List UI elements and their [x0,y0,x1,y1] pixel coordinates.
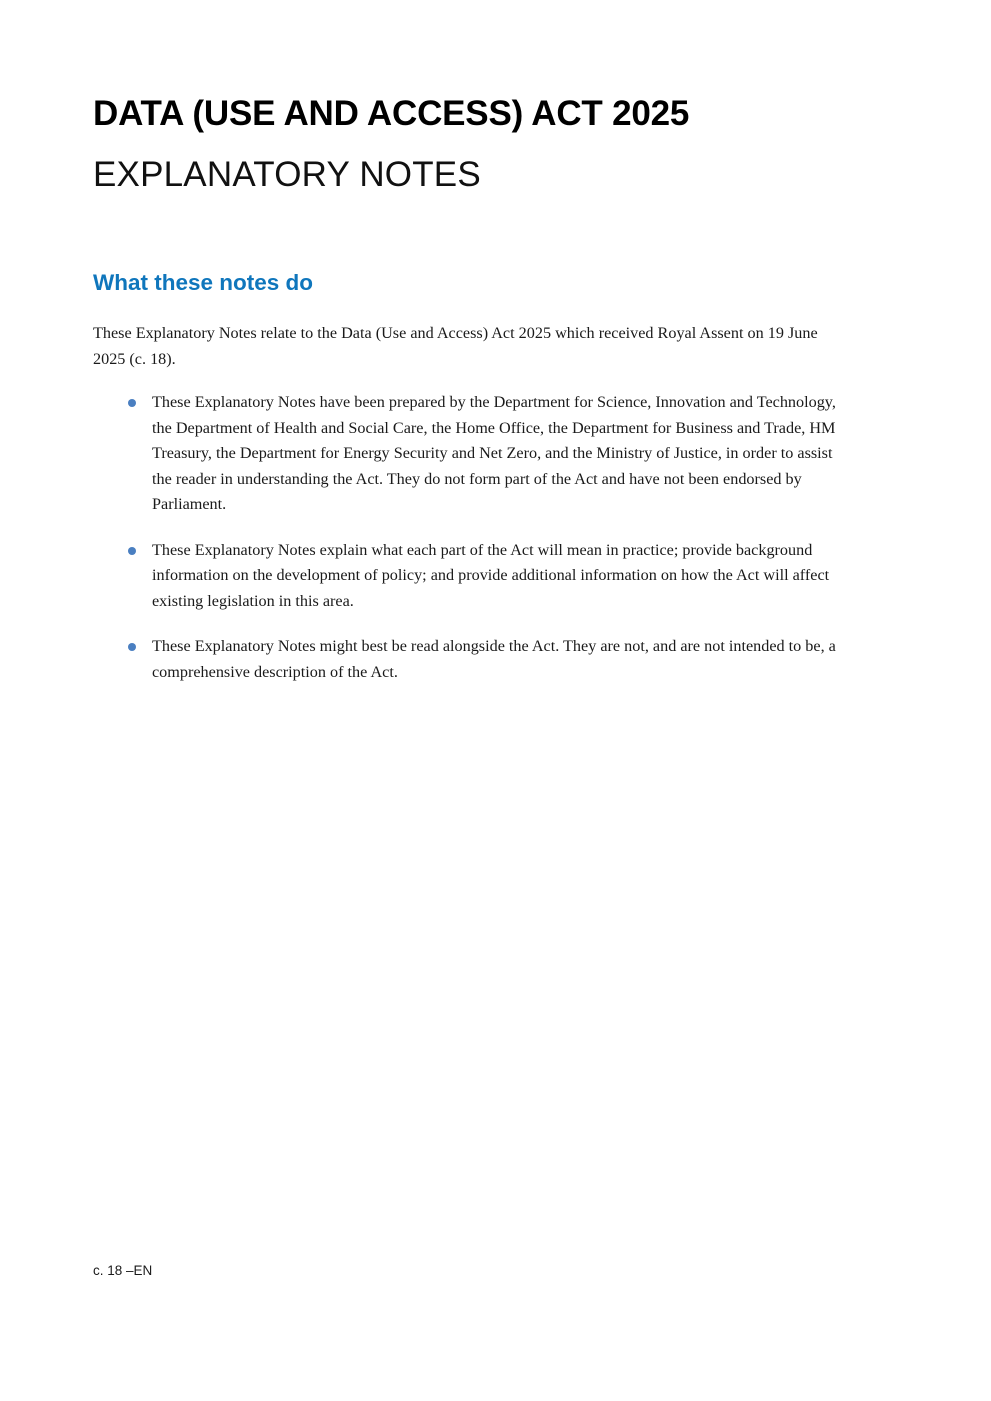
list-item [93,634,852,685]
list-item-text: These Explanatory Notes explain what each part of the Act will mean in practice; provide background information on the development of policy; and provide additional information on how the Act will affect existing legislation in this area. [152,540,830,610]
page-content [93,0,859,685]
bullet-dot-icon [128,547,136,555]
page-footer-reference: c. 18 –EN [93,1263,153,1278]
list-item [93,538,852,615]
bullet-dot-icon [128,643,136,651]
list-item-text: These Explanatory Notes have been prepared by the Department for Science, Innovation and Technology, the Department of Health and Social Care, the Home Office, the Department for Business and Trade, HM Treasury, the Department for Energy Security and Net Zero, and the Ministry of Justice, in order to assist the reader in understanding the Act. They do not form part of the Act and have not been endorsed by Parliament. [152,393,836,513]
notes-bullet-list [93,372,859,685]
document-subtitle: EXPLANATORY NOTES [93,155,481,194]
list-item-text: These Explanatory Notes might best be read alongside the Act. They are not, and are not intended to be, a comprehensive description of the Act. [152,637,836,681]
section-heading-what-these-notes-do: What these notes do [93,270,314,295]
intro-paragraph: These Explanatory Notes relate to the Data (Use and Access) Act 2025 which received Royal Assent on 19 June 2025 (c. 18). [93,324,818,368]
document-title: DATA (USE AND ACCESS) ACT 2025 [93,94,690,133]
list-item [93,390,852,518]
bullet-dot-icon [128,399,136,407]
